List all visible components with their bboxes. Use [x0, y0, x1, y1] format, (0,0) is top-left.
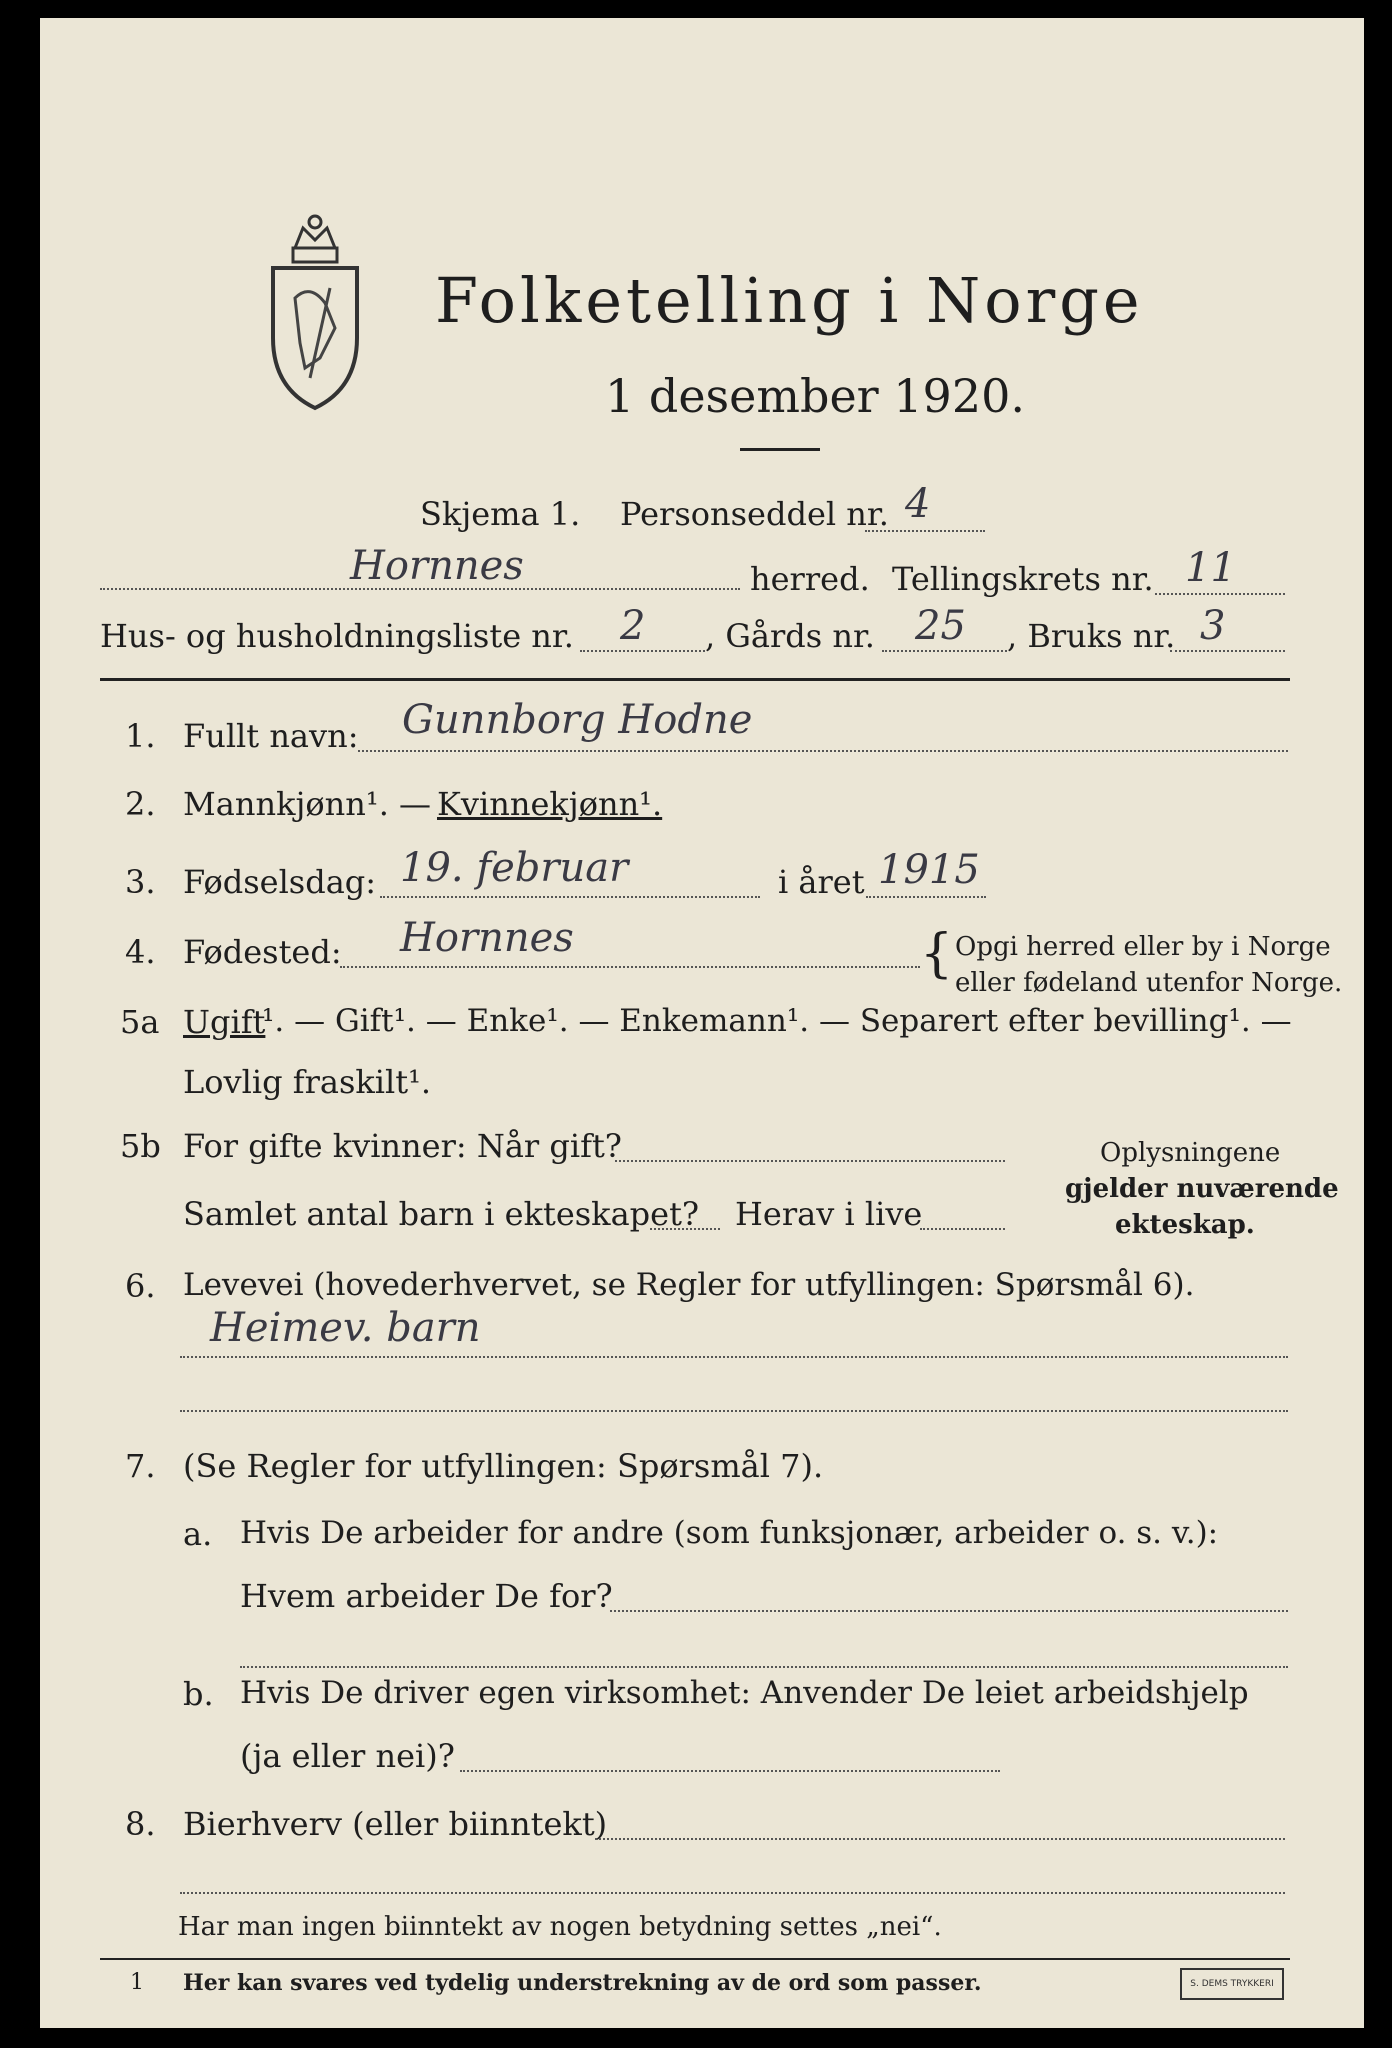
- q8-line2: [180, 1892, 1285, 1894]
- q1-number: 1.: [125, 717, 156, 755]
- q5a-number: 5a: [120, 1003, 160, 1041]
- q5b-label3: Herav i live: [735, 1195, 923, 1233]
- q6-line1: [180, 1356, 1288, 1358]
- q8-number: 8.: [125, 1805, 156, 1843]
- q6-line2: [180, 1410, 1288, 1412]
- q5b-children-line: [650, 1228, 720, 1230]
- q7b-line: [460, 1770, 1000, 1772]
- q2-mann: Mannkjønn¹. —: [183, 785, 432, 823]
- husliste-line: [580, 650, 705, 652]
- q4-note-line1: Opgi herred eller by i Norge: [955, 932, 1331, 962]
- q7-label: (Se Regler for utfyllingen: Spørsmål 7).: [183, 1447, 824, 1485]
- q7a-label1: Hvis De arbeider for andre (som funksjonær, arbeider o. s. v.):: [240, 1515, 1219, 1551]
- q3-year-line: [866, 896, 986, 898]
- q5b-note1: Oplysningene: [1100, 1138, 1281, 1168]
- q6-label: Levevei (hovederhvervet, se Regler for utfyllingen: Spørsmål 6).: [183, 1267, 1195, 1303]
- tellingskrets-value[interactable]: 11: [1185, 545, 1236, 591]
- footnote-text: Her kan svares ved tydelig understrekning av de ord som passer.: [183, 1970, 982, 1996]
- q2-kvinne: Kvinnekjønn¹.: [437, 785, 663, 823]
- q5b-label2: Samlet antal barn i ekteskapet?: [183, 1195, 700, 1233]
- personseddel-value[interactable]: 4: [905, 481, 931, 527]
- q5a-options: ¹. — Gift¹. — Enke¹. — Enkemann¹. — Separert efter bevilling¹. —: [262, 1003, 1292, 1039]
- q3-year-value[interactable]: 1915: [878, 847, 980, 893]
- skjema-label: Skjema 1.: [420, 495, 581, 533]
- q7-number: 7.: [125, 1447, 156, 1485]
- title-divider: [740, 448, 820, 451]
- tellingskrets-label: Tellingskrets nr.: [892, 560, 1154, 598]
- bruks-value[interactable]: 3: [1200, 603, 1226, 649]
- gards-label: , Gårds nr.: [705, 617, 875, 655]
- census-form-sheet: [40, 18, 1364, 2028]
- q5b-note3: ekteskap.: [1115, 1210, 1255, 1240]
- q3-day-value[interactable]: 19. februar: [400, 845, 629, 891]
- q5a-line2: Lovlig fraskilt¹.: [183, 1063, 432, 1101]
- bruks-line: [1170, 650, 1285, 652]
- q7b-letter: b.: [183, 1675, 214, 1713]
- personseddel-label: Personseddel nr.: [620, 495, 889, 533]
- q3-number: 3.: [125, 863, 156, 901]
- bruks-label: , Bruks nr.: [1007, 617, 1176, 655]
- printer-stamp: S. DEMS TRYKKERI: [1180, 1968, 1284, 2000]
- form-title: Folketelling i Norge: [435, 264, 1144, 337]
- header-rule: [100, 678, 1290, 681]
- q6-number: 6.: [125, 1267, 156, 1305]
- husliste-label: Hus- og husholdningsliste nr.: [100, 617, 574, 655]
- q3-day-line: [380, 896, 760, 898]
- q7b-label1: Hvis De driver egen virksomhet: Anvender De leiet arbeidshjelp: [240, 1675, 1249, 1711]
- herred-value[interactable]: Hornnes: [350, 543, 524, 589]
- form-date: 1 desember 1920.: [605, 369, 1025, 423]
- q7a-label2: Hvem arbeider De for?: [240, 1577, 613, 1615]
- q1-label: Fullt navn:: [183, 717, 359, 755]
- q4-label: Fødested:: [183, 933, 342, 971]
- personseddel-line: [865, 530, 985, 532]
- q8-label: Bierhverv (eller biinntekt): [183, 1805, 608, 1843]
- q5b-label1: For gifte kvinner: Når gift?: [183, 1127, 622, 1165]
- husliste-value[interactable]: 2: [620, 603, 646, 649]
- q8-line1: [595, 1838, 1285, 1840]
- q8-note: Har man ingen biinntekt av nogen betydning settes „nei“.: [178, 1912, 942, 1942]
- herred-label: herred.: [750, 560, 870, 598]
- q4-brace: {: [920, 924, 954, 984]
- q7a-letter: a.: [183, 1515, 213, 1553]
- q7a-line2: [240, 1666, 1288, 1668]
- norwegian-coat-of-arms-icon: [265, 208, 365, 418]
- q5b-note2: gjelder nuværende: [1065, 1174, 1339, 1204]
- q1-value[interactable]: Gunnborg Hodne: [402, 697, 753, 743]
- q5a-ugift: Ugift: [183, 1003, 266, 1041]
- q7a-line1: [610, 1610, 1288, 1612]
- gards-line: [882, 650, 1007, 652]
- q4-value[interactable]: Hornnes: [400, 915, 574, 961]
- footnote-mark: 1: [130, 1970, 144, 1995]
- q1-line: [358, 750, 1288, 752]
- q6-value[interactable]: Heimev. barn: [210, 1305, 481, 1351]
- footer-rule: [100, 1958, 1290, 1960]
- q7b-label2: (ja eller nei)?: [240, 1737, 455, 1775]
- q5b-number: 5b: [120, 1127, 161, 1165]
- q4-line: [340, 966, 920, 968]
- tellingskrets-line: [1155, 593, 1285, 595]
- q4-note-line2: eller fødeland utenfor Norge.: [955, 968, 1343, 998]
- q5b-married-line: [615, 1160, 1005, 1162]
- q4-number: 4.: [125, 933, 156, 971]
- q2-number: 2.: [125, 785, 156, 823]
- q3-label: Fødselsdag:: [183, 863, 377, 901]
- q5b-alive-line: [920, 1228, 1005, 1230]
- gards-value[interactable]: 25: [915, 603, 966, 649]
- q3-year-label: i året: [778, 863, 865, 901]
